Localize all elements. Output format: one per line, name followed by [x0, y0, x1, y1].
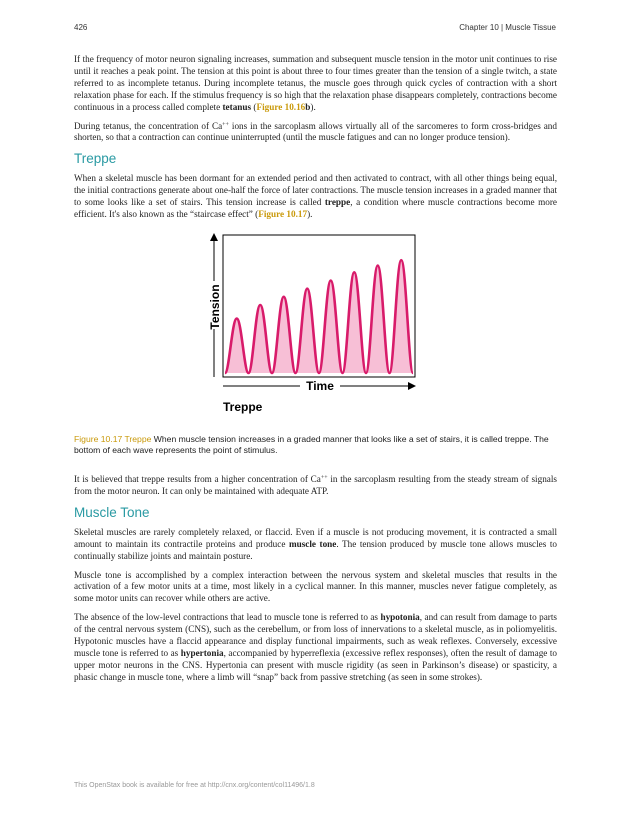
page-number: 426: [74, 23, 88, 32]
intro-paragraph-1: If the frequency of motor neuron signaling increases, summation and subsequent muscle tension in the motor unit continues to rise until it reaches a peak point. The tension at this point is about three to four times greater than the tension of a single twitch, a state referred to as incomplete tetanus. During incomplete tetanus, the muscle goes through quick cycles of contraction with a short relaxation phase for each. If the stimulus frequency is so high that the relaxation phase disappears completely, contractions become continuous in a process called complete tetanus (Figure 10.16b).: [74, 54, 557, 112]
muscle-tone-paragraph-3: The absence of the low-level contractions that lead to muscle tone is referred to as hypotonia, and can result from damage to parts of the central nervous system (CNS), such as the cerebellum, or from loss of innervations to a skeletal muscle, as in poliomyelitis. Hypotonic muscles have a flaccid appearance and display functional impairments, such as weak reflexes. Conversely, excessive muscle tone is referred to as hypertonia, accompanied by hyperreflexia (excessive reflex responses), often the result of damage to upper motor neurons in the CNS. Hypertonia can present with muscle rigidity (as seen in Parkinson’s disease) or spasticity, a phasic change in muscle tone, where a limb will “snap” back from passive stretching (as seen in some strokes).: [74, 612, 558, 682]
term-tetanus: tetanus: [222, 101, 252, 112]
intro-paragraph-2: During tetanus, the concentration of Ca++ ions in the sarcoplasm allows virtually all of the sarcomeres to form cross-bridges and shorten, so that a contraction can continue uninterrupted (until the muscle fatigues and can no longer produce tension).: [74, 120, 557, 143]
muscle-tone-paragraph-1: Skeletal muscles are rarely completely relaxed, or flaccid. Even if a muscle is not producing movement, it is contracted a small amount to maintain its contractile proteins and produce muscle tone. The tension produced by muscle tone allows muscles to continually stabilize joints and maintain posture.: [74, 526, 557, 561]
treppe-heading: Treppe: [74, 151, 117, 167]
muscle-tone-heading: Muscle Tone: [74, 504, 150, 520]
post-figure-paragraph: It is believed that treppe results from a higher concentration of Ca++ in the sarcoplasm resulting from the steady stream of signals from the motor neuron. It can only be maintained with adequate ATP.: [74, 473, 557, 496]
figure-caption-text: When muscle tension increases in a graded manner that looks like a set of stairs, it is called treppe. The bottom of each wave represents the point of stimulus.: [74, 433, 549, 455]
term-muscle-tone: muscle tone: [288, 538, 337, 549]
y-axis-label: Tension: [208, 284, 222, 330]
chart-title: Treppe: [223, 399, 263, 414]
term-treppe: treppe: [324, 197, 351, 208]
treppe-figure: [74, 231, 557, 426]
treppe-chart: [74, 231, 557, 426]
figure-10-16-link[interactable]: Figure 10.16: [256, 101, 306, 112]
term-hypotonia: hypotonia: [380, 612, 420, 623]
page-footer: This OpenStax book is available for free at http://cnx.org/content/col11496/1.8: [74, 782, 315, 789]
muscle-tone-paragraph-2: Muscle tone is accomplished by a complex interaction between the nervous system and skeletal muscles that results in the activation of a few motor units at a time, most likely in a cyclical manner. In this manner, muscles never fatigue completely, as some motor units can recover while others are active.: [74, 569, 557, 604]
figure-caption: [74, 434, 557, 456]
treppe-paragraph: When a skeletal muscle has been dormant for an extended period and then activated to contract, with all other things being equal, the initial contractions generate about one-half the force of later contractions. The muscle tension increases in a graded manner that to some looks like a set of stairs. This tension increase is called treppe, a condition where muscle contractions become more efficient. It's also known as the “staircase effect” (Figure 10.17).: [74, 173, 557, 220]
figure-10-17-link[interactable]: Figure 10.17: [258, 209, 308, 220]
page-content: [74, 54, 557, 691]
chapter-title: Chapter 10 | Muscle Tissue: [459, 23, 556, 32]
x-axis-label: Time: [306, 378, 334, 393]
term-hypertonia: hypertonia: [180, 647, 224, 658]
figure-caption-label: Figure 10.17 Treppe: [74, 433, 152, 444]
